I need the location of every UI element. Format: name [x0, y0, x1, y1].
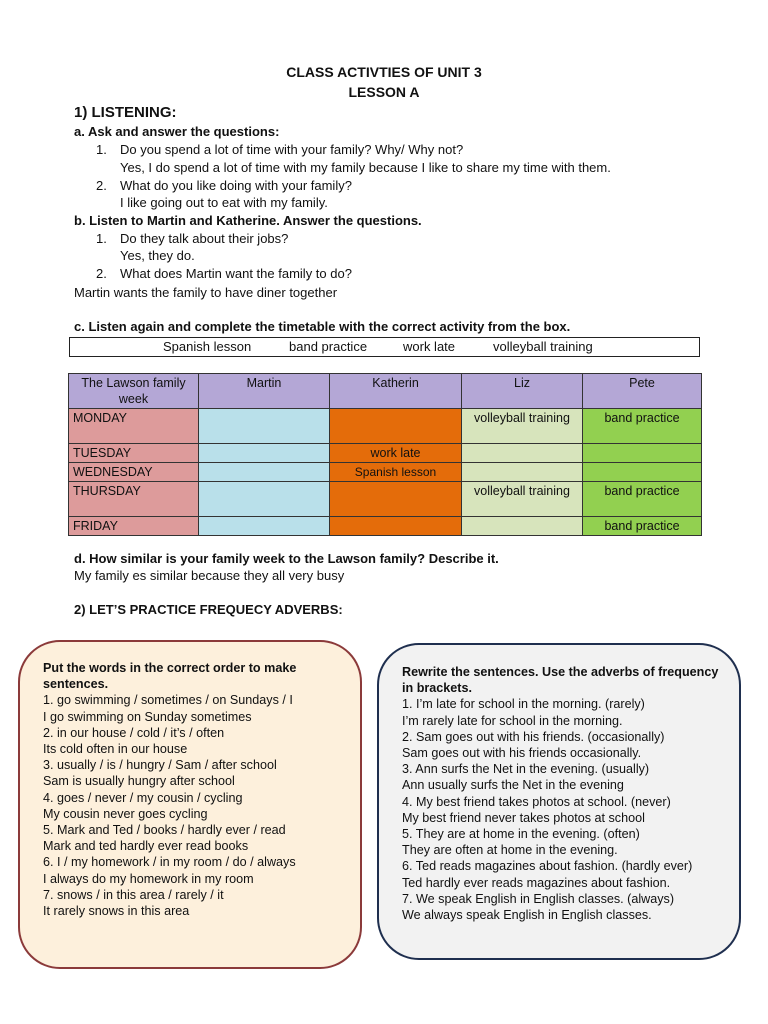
page-title: CLASS ACTIVTIES OF UNIT 3	[286, 64, 482, 80]
table-row	[69, 517, 702, 536]
table-row	[69, 444, 702, 463]
prompt-line: 4. My best friend takes photos at school. (never)	[402, 794, 671, 809]
answer-line: Mark and ted hardly ever read books	[43, 839, 249, 854]
answer-text: I like going out to eat with my family.	[120, 195, 328, 210]
answer-line: It rarely snows in this area	[43, 904, 190, 919]
liz-cell[interactable]	[462, 517, 583, 536]
table-row	[69, 482, 702, 517]
day-cell: TUESDAY	[69, 444, 199, 463]
table-header: Pete	[583, 374, 702, 409]
day-cell: THURSDAY	[69, 482, 199, 517]
martin-cell[interactable]	[199, 409, 330, 444]
word-box-item: band practice	[289, 339, 368, 354]
question-number: 2.	[96, 178, 107, 193]
liz-cell[interactable]	[462, 444, 583, 463]
answer-line: Ted hardly ever reads magazines about fashion.	[402, 875, 671, 890]
prompt-line: 1. go swimming / sometimes / on Sundays / I	[43, 693, 293, 708]
prompt-line: 2. in our house / cold / it’s / often	[43, 725, 225, 740]
panel-instruction: Put the words in the correct order to make	[43, 661, 297, 675]
katherin-cell[interactable]: work late	[330, 444, 462, 463]
table-header: Liz	[462, 374, 583, 409]
answer-line: I’m rarely late for school in the morning.	[402, 713, 623, 728]
part-c-instruction: c. Listen again and complete the timetable with the correct activity from the box.	[74, 319, 571, 334]
answer-text: Yes, I do spend a lot of time with my family because I like to share my time with them.	[120, 160, 611, 175]
part-b-instruction: b. Listen to Martin and Katherine. Answer the questions.	[74, 213, 422, 228]
part-a-instruction: a. Ask and answer the questions:	[74, 124, 280, 139]
part-d-question: d. How similar is your family week to the Lawson family? Describe it.	[74, 551, 499, 566]
pete-cell[interactable]	[583, 444, 702, 463]
rewrite-content	[402, 664, 718, 923]
panel-instruction: sentences.	[43, 677, 109, 692]
question-text: Do you spend a lot of time with your family? Why/ Why not?	[120, 142, 464, 157]
question-text: What do you like doing with your family?	[120, 178, 352, 193]
day-cell: MONDAY	[69, 409, 199, 444]
martin-cell[interactable]	[199, 517, 330, 536]
answer-text: Yes, they do.	[120, 248, 195, 263]
liz-cell[interactable]: volleyball training	[462, 409, 583, 444]
liz-cell[interactable]	[462, 463, 583, 482]
prompt-line: 3. Ann surfs the Net in the evening. (usually)	[402, 762, 650, 777]
pete-cell[interactable]: band practice	[583, 409, 702, 444]
page-subtitle: LESSON A	[348, 84, 420, 100]
prompt-line: 6. I / my homework / in my room / do / always	[43, 855, 296, 870]
answer-line: They are often at home in the evening.	[402, 843, 618, 858]
answer-line: My cousin never goes cycling	[43, 806, 208, 821]
katherin-cell[interactable]	[330, 517, 462, 536]
table-header: Martin	[199, 374, 330, 409]
answer-line: Sam is usually hungry after school	[43, 774, 235, 789]
question-text: Do they talk about their jobs?	[120, 231, 289, 246]
word-box-item: volleyball training	[493, 339, 593, 354]
word-order-content	[43, 660, 296, 919]
part-d-answer: My family es similar because they all very busy	[74, 568, 345, 583]
question-number: 1.	[96, 142, 107, 157]
prompt-line: 3. usually / is / hungry / Sam / after school	[43, 758, 277, 773]
martin-cell[interactable]	[199, 482, 330, 517]
question-text: What does Martin want the family to do?	[120, 266, 352, 281]
katherin-cell[interactable]	[330, 409, 462, 444]
answer-line: Sam goes out with his friends occasionally.	[402, 746, 642, 761]
katherin-cell[interactable]	[330, 482, 462, 517]
prompt-line: 4. goes / never / my cousin / cycling	[43, 790, 243, 805]
prompt-line: 7. snows / in this area / rarely / it	[43, 887, 224, 902]
listening-heading: 1) LISTENING:	[74, 104, 177, 121]
table-row	[69, 463, 702, 482]
prompt-line: 6. Ted reads magazines about fashion. (hardly ever)	[402, 859, 693, 874]
answer-line: Ann usually surfs the Net in the evening	[402, 778, 624, 793]
table-row	[69, 409, 702, 444]
table-header: Katherin	[330, 374, 462, 409]
martin-cell[interactable]	[199, 463, 330, 482]
pete-cell[interactable]	[583, 463, 702, 482]
prompt-line: 7. We speak English in English classes. (always)	[402, 891, 675, 906]
answer-text: Martin wants the family to have diner together	[74, 285, 338, 300]
question-number: 2.	[96, 266, 107, 281]
table-header: The Lawson family week	[69, 374, 199, 409]
lawson-timetable	[68, 373, 702, 536]
word-box-item: work late	[403, 339, 456, 354]
word-box	[69, 337, 700, 357]
answer-line: I always do my homework in my room	[43, 871, 254, 886]
martin-cell[interactable]	[199, 444, 330, 463]
answer-line: Its cold often in our house	[43, 742, 188, 757]
prompt-line: 1. I’m late for school in the morning. (rarely)	[402, 697, 645, 712]
liz-cell[interactable]: volleyball training	[462, 482, 583, 517]
pete-cell[interactable]: band practice	[583, 482, 702, 517]
answer-line: My best friend never takes photos at school	[402, 810, 645, 825]
answer-line: We always speak English in English classes.	[402, 908, 652, 923]
pete-cell[interactable]: band practice	[583, 517, 702, 536]
question-number: 1.	[96, 231, 107, 246]
prompt-line: 2. Sam goes out with his friends. (occasionally)	[402, 729, 665, 744]
day-cell: WEDNESDAY	[69, 463, 199, 482]
katherin-cell[interactable]: Spanish lesson	[330, 463, 462, 482]
prompt-line: 5. Mark and Ted / books / hardly ever / read	[43, 823, 286, 838]
panel-instruction: Rewrite the sentences. Use the adverbs of frequency	[402, 665, 719, 679]
prompt-line: 5. They are at home in the evening. (often)	[402, 827, 640, 842]
word-box-item: Spanish lesson	[163, 339, 252, 354]
panel-instruction: in brackets.	[402, 681, 472, 696]
practice-heading: 2) LET’S PRACTICE FREQUECY ADVERBS:	[74, 602, 343, 617]
day-cell: FRIDAY	[69, 517, 199, 536]
answer-line: I go swimming on Sunday sometimes	[43, 709, 252, 724]
